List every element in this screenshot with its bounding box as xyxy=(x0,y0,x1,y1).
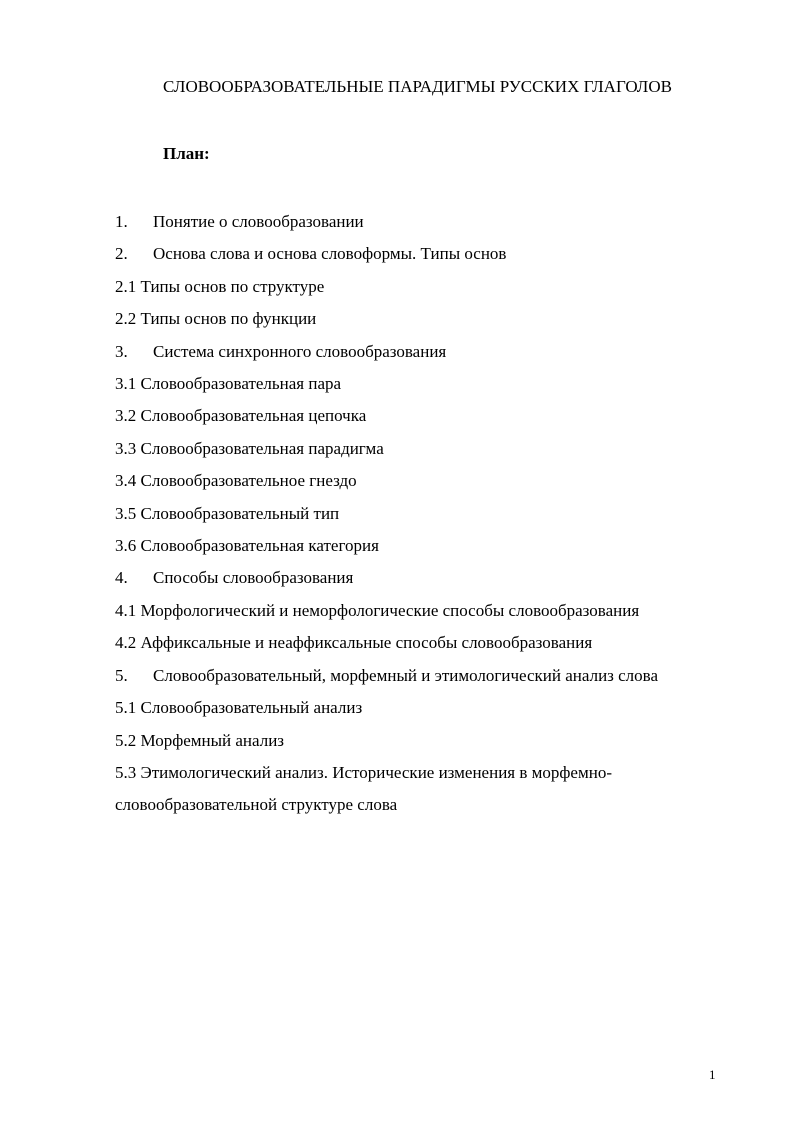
toc-item-text: Способы словообразования xyxy=(153,568,354,588)
toc-item xyxy=(115,692,725,724)
toc-item-text: Словообразовательная цепочка xyxy=(140,406,367,426)
toc-item xyxy=(115,465,725,497)
toc-item xyxy=(115,562,725,594)
toc-item-text: Словообразовательная пара xyxy=(140,374,342,394)
toc-item-text: Словообразовательная категория xyxy=(140,536,379,556)
toc-item-number: 2.1 xyxy=(115,276,137,296)
toc-item-number: 1. xyxy=(115,212,128,231)
toc-item xyxy=(115,530,725,562)
toc-item-number: 5.1 xyxy=(115,698,137,718)
toc-item-number: 3.4 xyxy=(115,471,137,491)
page-number: 1 xyxy=(709,1067,716,1082)
toc-item xyxy=(115,498,725,530)
toc-item xyxy=(115,238,725,270)
toc-item xyxy=(115,757,725,822)
toc-item xyxy=(115,303,725,335)
toc-item-text: Словообразовательное гнездо xyxy=(140,471,357,491)
toc-item-text: Словообразовательный, морфемный и этимологический анализ слова xyxy=(153,665,659,685)
toc-item-number: 3.2 xyxy=(115,406,137,426)
toc-item-text: Система синхронного словообразования xyxy=(153,341,447,361)
toc-item xyxy=(115,336,725,368)
toc-item-number: 5. xyxy=(115,665,128,685)
toc-item-number: 2. xyxy=(115,244,128,264)
toc-item-number: 3.5 xyxy=(115,503,137,523)
toc-item-text: Морфологический и неморфологические способы словообразования xyxy=(140,600,640,620)
toc-item xyxy=(115,400,725,432)
document-title: СЛОВООБРАЗОВАТЕЛЬНЫЕ ПАРАДИГМЫ РУССКИХ ГЛАГОЛОВ xyxy=(163,77,672,96)
plan-heading: План: xyxy=(163,144,210,163)
table-of-contents xyxy=(115,206,725,822)
toc-item-number: 2.2 xyxy=(115,309,137,329)
toc-item-number: 5.3 xyxy=(115,762,137,782)
toc-item-text: Этимологический анализ. Исторические изменения в морфемно-словообразовательной структуре слова xyxy=(115,762,612,815)
toc-item-text: Основа слова и основа словоформы. Типы основ xyxy=(153,244,507,264)
toc-item-text: Словообразовательная парадигма xyxy=(140,438,384,458)
toc-item-text: Аффиксальные и неаффиксальные способы словообразования xyxy=(140,633,593,653)
toc-item xyxy=(115,627,725,659)
toc-item xyxy=(115,368,725,400)
toc-item-number: 3.3 xyxy=(115,438,137,458)
toc-item-text: Типы основ по функции xyxy=(140,309,317,329)
toc-item-number: 4.2 xyxy=(115,633,137,653)
toc-item xyxy=(115,206,725,238)
toc-item-number: 4.1 xyxy=(115,600,137,620)
toc-item-number: 5.2 xyxy=(115,730,137,750)
toc-item-text: Понятие о словообразовании xyxy=(153,212,364,231)
toc-item-text: Типы основ по структуре xyxy=(140,276,325,296)
toc-item-text: Словообразовательный анализ xyxy=(140,698,363,718)
toc-item-number: 3.6 xyxy=(115,536,137,556)
toc-item-number: 3.1 xyxy=(115,374,137,394)
toc-item xyxy=(115,725,725,757)
toc-item xyxy=(115,595,725,627)
toc-item-number: 4. xyxy=(115,568,128,588)
toc-item-text: Морфемный анализ xyxy=(140,730,285,750)
toc-item-number: 3. xyxy=(115,341,128,361)
toc-item xyxy=(115,660,725,692)
toc-item xyxy=(115,271,725,303)
toc-item xyxy=(115,433,725,465)
toc-item-text: Словообразовательный тип xyxy=(140,503,340,523)
